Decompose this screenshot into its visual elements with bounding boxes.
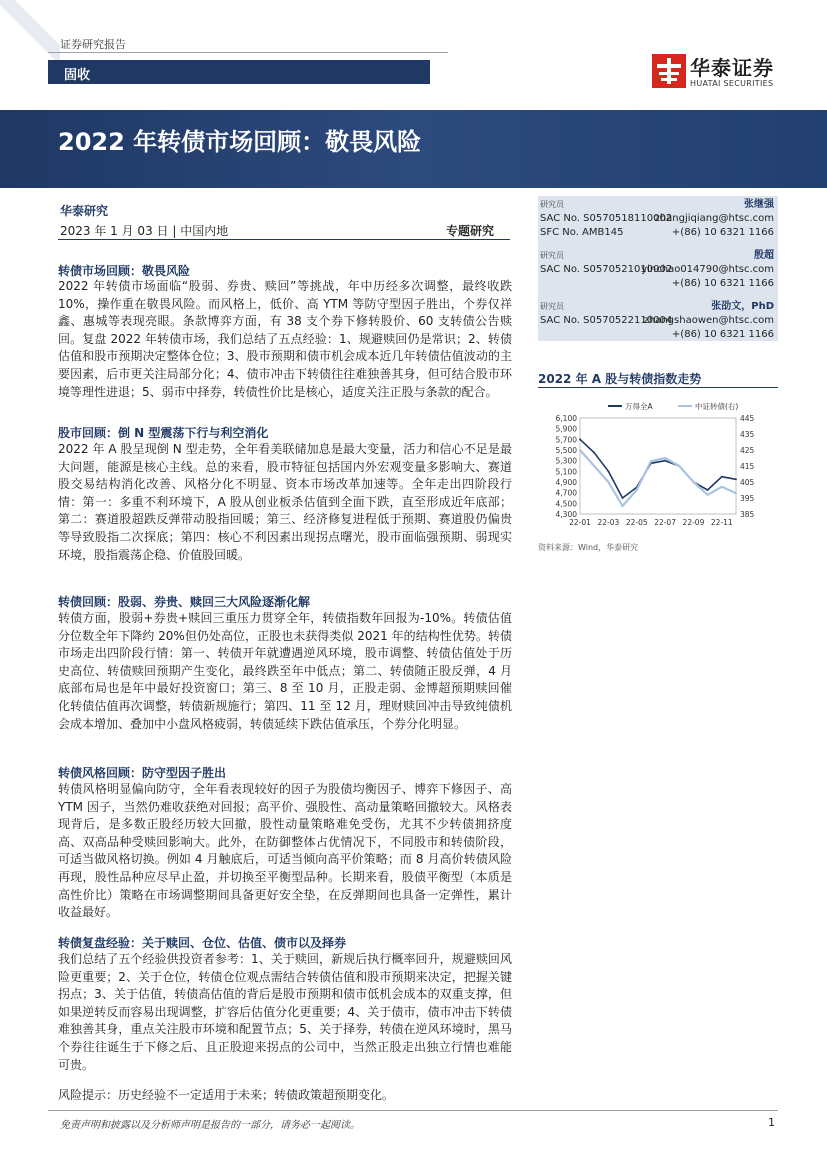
y-left-tick-label: 5,300: [555, 456, 577, 466]
y-right-tick-label: 405: [740, 478, 755, 487]
series-line-2: [580, 450, 736, 506]
data-point: [707, 494, 709, 496]
data-point: [707, 489, 709, 491]
analyst-3: [540, 300, 776, 342]
report-title: 2022 年转债市场回顾：敬畏风险: [58, 128, 422, 156]
y-right-tick-label: 415: [740, 462, 755, 471]
data-point: [607, 481, 609, 483]
y-left-tick-label: 6,100: [555, 414, 577, 423]
sector-bar: [48, 60, 430, 84]
section-heading: 转债复盘经验：关于赎回、仓位、估值、债市以及择券: [58, 936, 347, 950]
y-left-tick-label: 5,100: [555, 467, 577, 477]
series-line-1: [580, 439, 736, 498]
y-left-tick-label: 5,500: [555, 446, 577, 455]
huatai-logo-icon: [652, 54, 686, 88]
y-right-tick-label: 445: [740, 414, 755, 423]
data-point: [664, 460, 666, 462]
data-point: [678, 465, 680, 467]
analyst-name: 张继强: [744, 199, 774, 210]
disclaimer-note: 免责声明和披露以及分析师声明是报告的一部分，请务必一起阅读。: [60, 1120, 360, 1131]
index-trend-chart: [538, 396, 778, 528]
x-tick-label: 22-01: [569, 518, 591, 527]
y-right-tick-label: 435: [740, 430, 755, 439]
data-point: [636, 489, 638, 491]
data-point: [721, 486, 723, 488]
data-point: [735, 492, 737, 494]
section-heading: 转债回顾：股弱、券贵、赎回三大风险逐渐化解: [58, 595, 311, 609]
legend-label: 万得全A: [625, 402, 653, 411]
x-tick-label: 22-11: [710, 518, 733, 527]
analyst-email[interactable]: yinchao014790@htsc.com: [641, 264, 774, 275]
analyst-role: 研究员: [540, 200, 564, 209]
y-left-tick-label: 5,900: [555, 424, 577, 434]
y-left-tick-label: 4,900: [555, 478, 577, 487]
data-point: [622, 497, 624, 499]
analyst-phone: +(86) 10 6321 1166: [671, 227, 774, 238]
logo-cn-text: 华泰证券: [690, 56, 774, 80]
analyst-2: [540, 249, 776, 291]
analyst-name: 殷超: [754, 250, 774, 261]
doc-type-label: 证券研究报告: [60, 38, 126, 51]
header-divider: [48, 52, 448, 53]
chart-title-divider: [538, 387, 778, 388]
y-left-tick-label: 5,700: [555, 435, 577, 445]
section-heading: 转债市场回顾：敬畏风险: [58, 264, 191, 278]
chart-title: 2022 年 A 股与转债指数走势: [538, 372, 702, 386]
section-body: 我们总结了五个经验供投资者参考：1、关于赎回，新规后执行概率回升，规避赎回风险更重要；2、关于仓位，转债仓位观点需结合转债估值和股市预期来决定，把握关键拐点；3、关于估值，转债高估值的背后是股市预期和债市低机会成本的双重支撑，但如果逆转反而容易出现调整，扩容后估值分化更重要；4、关于债市，债市冲击下转债难独善其身，重点关注股市环境和配置节点；5、关于择券，转债在逆风环境时，黑马个券往往诞生于下修之后、且正股迎来拐点的公司中，当然正股走出独立行情也难能可贵。: [58, 952, 512, 1072]
y-right-tick-label: 425: [740, 446, 755, 455]
data-point: [650, 460, 652, 462]
y-left-tick-label: 4,700: [555, 488, 577, 498]
footer-divider: [48, 1110, 778, 1111]
section-heading: 转债风格回顾：防守型因子胜出: [58, 766, 227, 780]
analyst-email[interactable]: zhangshaowen@htsc.com: [643, 315, 774, 326]
risk-warning: 风险提示：历史经验不一定适用于未来；转债政策超预期变化。: [58, 1088, 395, 1102]
date-region: 2023 年 1 月 03 日 | 中国内地: [60, 224, 229, 238]
analyst-name: 张劭文，PhD: [711, 301, 774, 312]
data-point: [579, 438, 581, 440]
analyst-sfc: SFC No. AMB145: [540, 227, 624, 238]
y-left-tick-label: 4,500: [555, 499, 577, 509]
analyst-sac: SAC No. S0570522110004: [540, 315, 673, 326]
x-tick-label: 22-03: [597, 518, 620, 527]
legend-label: 中证转债(右): [695, 402, 739, 411]
x-tick-label: 22-09: [682, 518, 705, 527]
analyst-sac: SAC No. S0570521010002: [540, 264, 673, 275]
analyst-1: [540, 198, 776, 240]
x-tick-label: 22-05: [625, 518, 648, 527]
chart-source: 资料来源：Wind，华泰研究: [538, 543, 639, 552]
data-point: [593, 465, 595, 467]
analyst-role: 研究员: [540, 302, 564, 311]
logo-en-text: HUATAI SECURITIES: [690, 79, 774, 88]
data-point: [593, 452, 595, 454]
report-kind: 专题研究: [446, 224, 495, 238]
sector-label: 固收: [64, 68, 91, 83]
y-right-tick-label: 395: [740, 494, 755, 503]
section-body: 2022 年 A 股呈现倒 N 型走势，全年看美联储加息是最大变量，活力和信心不足是最大问题，能源是核心主线。总的来看，股市特征包括国内外宏观变量多影响大、赛道股交易结构消化改善、风格分化不明显、资本市场改革加速等。全年走出四阶段行情：第一：多重不利环境下，A 股从创业板杀估值到全面下跌，直至形成近年底部；第二：赛道股超跌反弹带动股指回暖；第三、经济修复进程低于预期、赛道股仍偏贵等导致股指二次探底；第四：核心不利因素出现拐点曙光，股市面临强预期、弱现实环境，股指震荡企稳、价值股回暖。: [58, 442, 512, 562]
y-left-tick-label: 4,300: [555, 510, 577, 519]
data-point: [579, 449, 581, 451]
analyst-sac: SAC No. S0570518110002: [540, 213, 673, 224]
section-body: 转债方面，股弱+券贵+赎回三重压力贯穿全年，转债指数年回报为-10%。转债估值分位数全年下降约 20%但仍处高位，正股也未获得类似 2021 年的结构性优势。转债市场走出四阶段行情：第一、转债开年就遭遇逆风环境，股市调整、转债估值处于历史高位、转债赎回预期产生变化，最终跌至年中低点；第二、转债随正股反弹，4 月底部布局也是年中最好投资窗口；第三、8 至 10 月，正股走弱、金博超预期赎回催化转债估值再次调整，转债新规施行；第四、11 至 12 月，理财赎回冲击导致纯债机会成本增加、叠加中小盘风格疲弱，转债延续下跌估值承压，个券分化明显。: [58, 611, 512, 731]
analyst-phone: +(86) 10 6321 1166: [671, 278, 774, 289]
section-body: 转债风格明显偏向防守，全年看表现较好的因子为股债均衡因子、博弈下修因子、高 YTM 因子，当然仍难收获绝对回报；高平价、强股性、高动量策略回撤较大。风格表现背后，是多数正股经历较大回撤，股性动量策略难免受伤，尤其不少转债拥挤度高、双高品种受赎回影响大。此外，在防御整体占优情况下，不同股市和转债阶段，可适当做风格切换。例如 4 月触底后，可适当倾向高平价策略；而 8 月高价转债风险再现，股性品种应尽早止盈，并切换至平衡型品种。长期来看，股债平衡型（本质是高性价比）策略在市场调整期间具备更好安全垫，在反弹期间也具备一定弹性，累计收益最好。: [58, 782, 512, 920]
company-logo: [652, 52, 782, 92]
author-label: 华泰研究: [60, 204, 109, 218]
data-point: [664, 457, 666, 459]
date-divider: [58, 239, 510, 240]
data-point: [607, 470, 609, 472]
analyst-role: 研究员: [540, 251, 564, 260]
data-point: [735, 478, 737, 480]
section-heading: 股市回顾：倒 N 型震荡下行与利空消化: [58, 426, 269, 440]
data-point: [693, 481, 695, 483]
section-body: 2022 年转债市场面临“股弱、券贵、赎回”等挑战，年中历经多次调整，最终收跌 10%，操作重在敬畏风险。而风格上，低价、高 YTM 等防守型因子胜出，个券仅祥鑫、惠城等表现亮眼。条款博弈方面，有 38 支个券下修转股价、60 支转债公告赎回。复盘 2022 年转债市场，我们总结了五点经验：1、规避赎回仍是常识；2、转债估值和股市预期决定整体仓位；3、股市预期和债市机会成本近几年转债估值波动的主要因素，后市更关注局部分化；4、债市冲击下转债往往难独善其身，但可结合股市环境等理性进退；5、弱市中择券，转债性价比是核心，适度关注正股与条款的配合。: [58, 279, 512, 399]
corner-decoration: [0, 0, 60, 60]
data-point: [622, 505, 624, 507]
y-right-tick-label: 385: [740, 510, 755, 519]
analyst-email[interactable]: zhangjiqiang@htsc.com: [654, 213, 774, 224]
data-point: [721, 476, 723, 478]
analyst-phone: +(86) 10 6321 1166: [671, 329, 774, 340]
page-number: 1: [768, 1116, 775, 1129]
x-tick-label: 22-07: [654, 518, 676, 527]
